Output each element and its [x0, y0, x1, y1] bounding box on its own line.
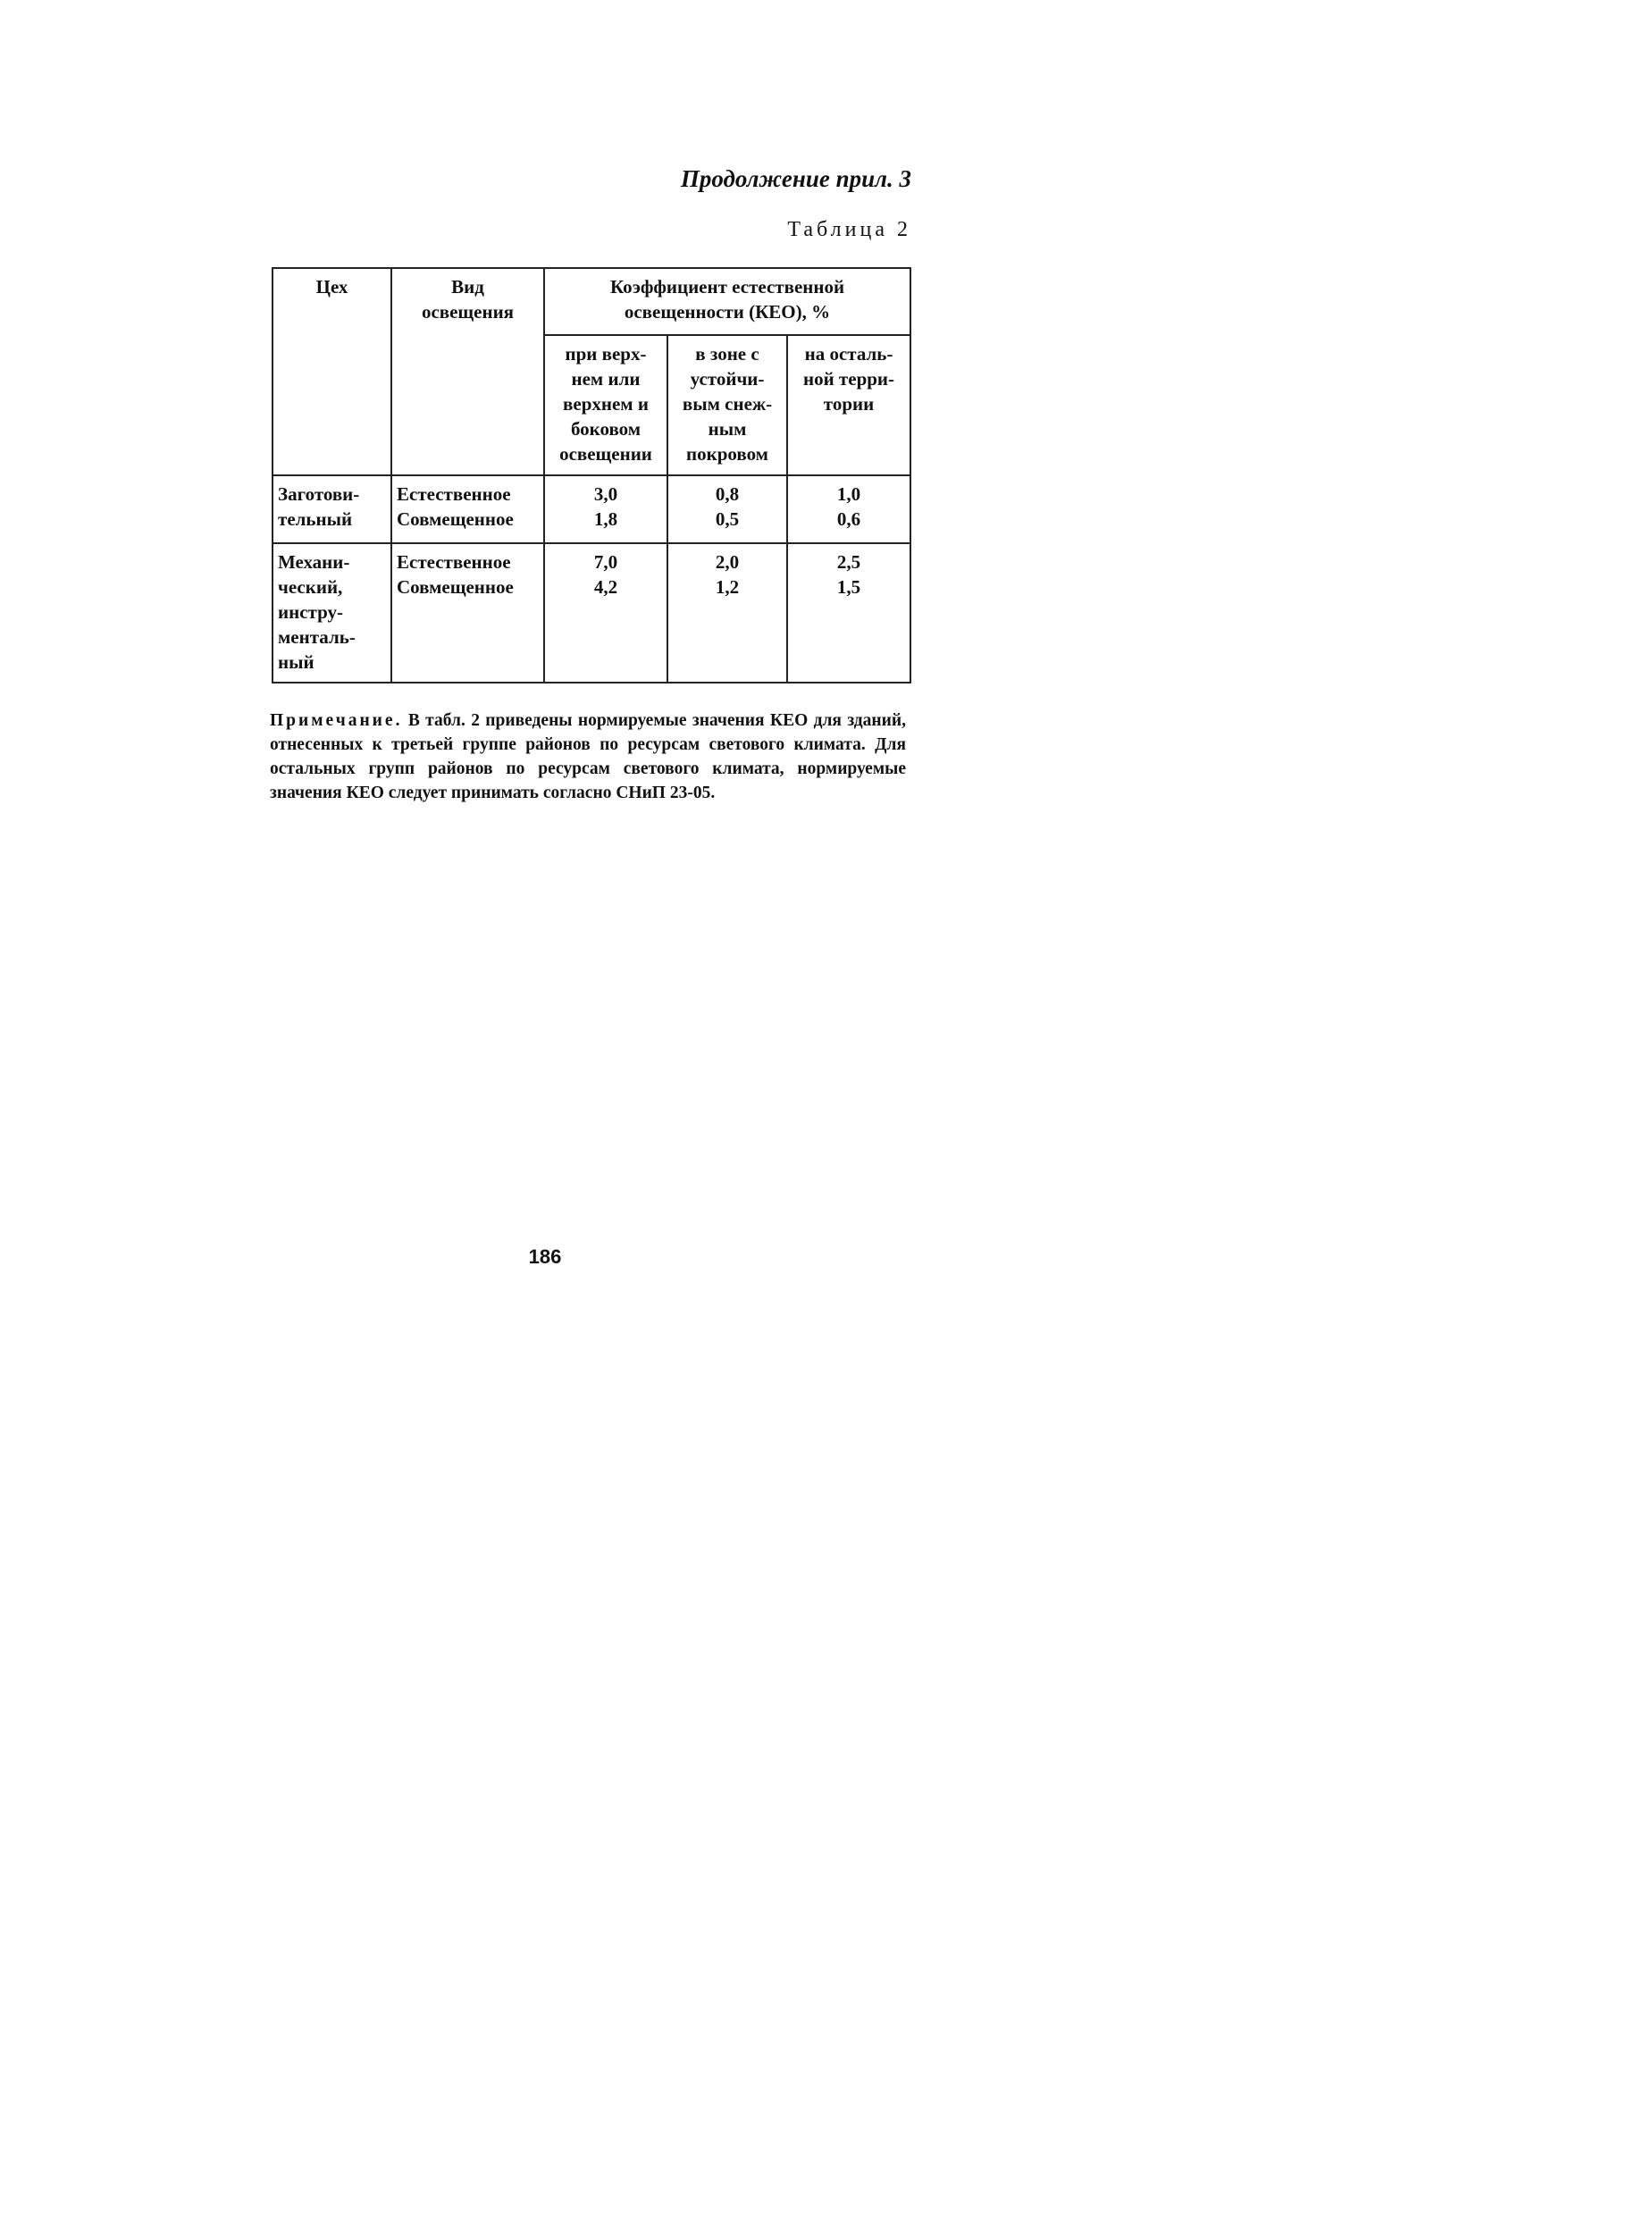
header-keo-line: Коэффициент естественной [609, 276, 845, 298]
cell-value: 3,0 [593, 483, 618, 505]
cell-value: 1,2 [715, 576, 740, 598]
header-keo-line: освещенности (КЕО), % [624, 301, 831, 323]
cell-line: Совмещенное [397, 576, 514, 598]
table-row [273, 543, 910, 683]
row-keo-top [544, 475, 667, 543]
row-shop [273, 475, 391, 543]
subheader-line: покровом [686, 443, 768, 465]
cell-value: 1,5 [836, 576, 861, 598]
cell-value: 2,0 [715, 551, 740, 573]
table-row [273, 475, 910, 543]
cell-line: инстру- [278, 601, 343, 623]
header-lighting-line: Вид [451, 276, 484, 298]
header-keo [544, 268, 910, 335]
row-keo-snow [667, 475, 787, 543]
subheader-line: в зоне с [695, 343, 759, 365]
cell-line: ческий, [278, 576, 343, 598]
subheader-line: на осталь- [804, 343, 893, 365]
table-note [270, 709, 906, 805]
row-lighting-type [391, 475, 544, 543]
subheader-line: ной терри- [802, 368, 895, 390]
cell-value: 1,8 [593, 508, 618, 530]
cell-value: 2,5 [836, 551, 861, 573]
note-label: Примечание. [270, 711, 403, 730]
subheader-line: ным [708, 418, 747, 440]
cell-value: 0,6 [836, 508, 861, 530]
page-number: 186 [528, 1245, 562, 1268]
cell-value: 0,5 [715, 508, 740, 530]
keo-table [272, 267, 911, 683]
subheader-snow-zone [667, 335, 787, 475]
cell-line: Заготови- [278, 483, 360, 505]
cell-line: тельный [278, 508, 353, 530]
subheader-line: устойчи- [690, 368, 765, 390]
table-header-row [273, 268, 910, 335]
cell-line: Механи- [278, 551, 350, 573]
cell-line: менталь- [278, 626, 356, 648]
cell-value: 4,2 [593, 576, 618, 598]
row-keo-rest [787, 543, 910, 683]
row-keo-snow [667, 543, 787, 683]
subheader-top-lighting [544, 335, 667, 475]
subheader-line: нем или [571, 368, 641, 390]
subheader-line: при верх- [565, 343, 647, 365]
row-shop [273, 543, 391, 683]
subheader-line: боковом [570, 418, 642, 440]
row-keo-top [544, 543, 667, 683]
subheader-line: освещении [559, 443, 652, 465]
cell-line: Естественное [397, 551, 511, 573]
subheader-line: тории [823, 393, 875, 415]
note-text: В табл. 2 приведены нормируемые значения КЕО для зданий, отнесенных к третьей группе районов по ресурсам светового климата. Для остальных групп районов по ресурсам светового климата, нормируемые значения КЕО следует принимать согласно СНиП 23-05. [270, 711, 906, 802]
cell-value: 1,0 [836, 483, 861, 505]
header-lighting-type [391, 268, 544, 475]
cell-line: Естественное [397, 483, 511, 505]
header-shop [273, 268, 391, 475]
continuation-heading: Продолжение прил. 3 [680, 165, 911, 192]
cell-value: 0,8 [715, 483, 740, 505]
cell-value: 7,0 [593, 551, 618, 573]
row-lighting-type [391, 543, 544, 683]
subheader-rest-territory [787, 335, 910, 475]
cell-line: Совмещенное [397, 508, 514, 530]
header-lighting-line: освещения [421, 301, 515, 323]
subheader-line: верхнем и [563, 393, 649, 415]
row-keo-rest [787, 475, 910, 543]
header-shop-line: Цех [315, 276, 348, 298]
table-title: Таблица 2 [787, 218, 911, 241]
subheader-line: вым снеж- [682, 393, 773, 415]
cell-line: ный [278, 651, 314, 673]
